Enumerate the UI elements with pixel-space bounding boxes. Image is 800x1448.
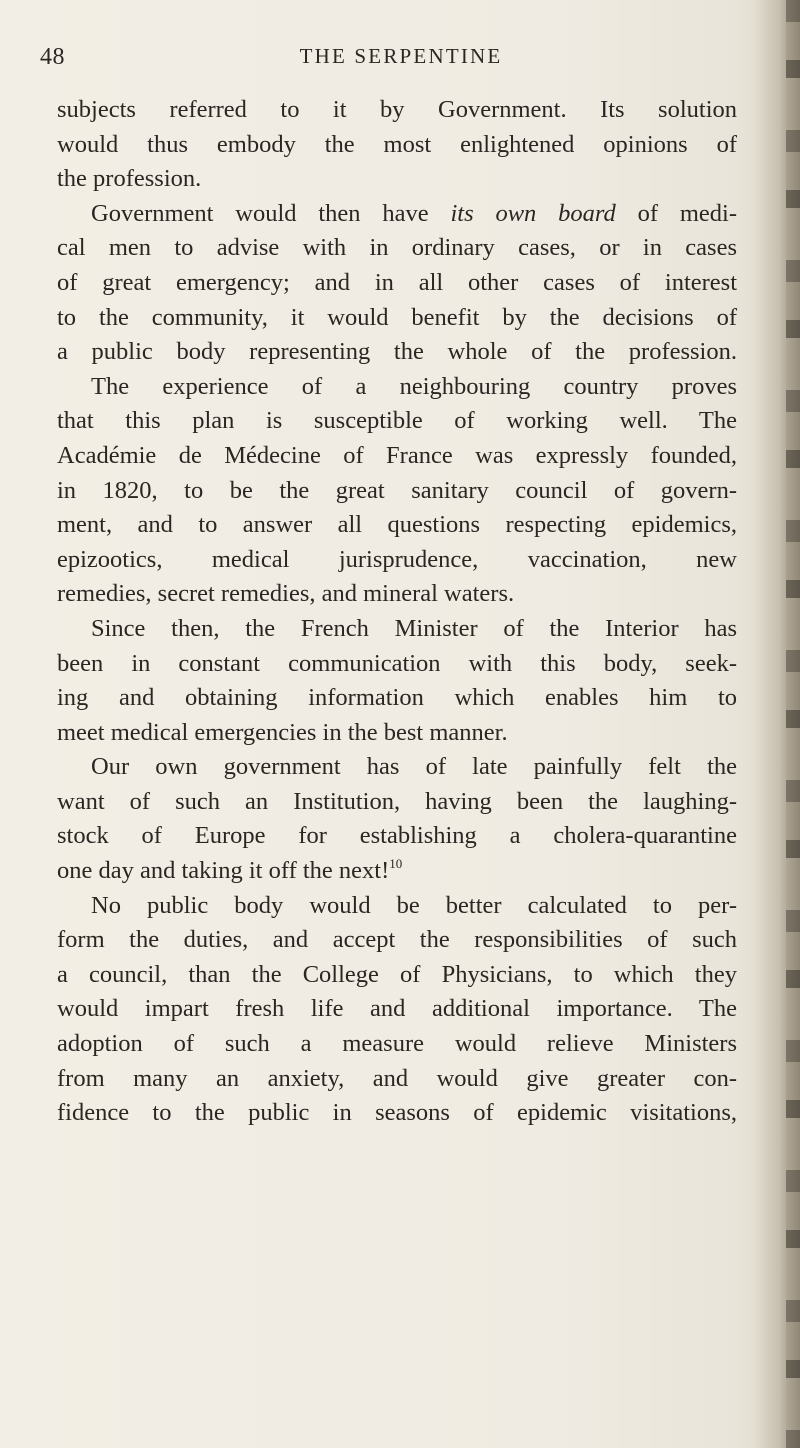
text-run: one day and taking it off the next! xyxy=(57,857,390,885)
text-line: adoption of such a measure would relieve Ministers xyxy=(57,1030,737,1058)
text-line: epizootics, medical jurisprudence, vaccination, new xyxy=(57,545,737,573)
text-line: The experience of a neighbouring country proves xyxy=(91,372,737,400)
text-line: that this plan is susceptible of working well. The xyxy=(57,407,737,435)
text-line: to the community, it would benefit by the decisions of xyxy=(57,303,737,331)
text-line: would thus embody the most enlightened opinions of xyxy=(57,130,737,158)
italic-text: its own board xyxy=(450,199,616,227)
body-text xyxy=(57,93,737,1131)
text-line: a public body representing the whole of the profession. xyxy=(57,338,737,366)
text-line: of great emergency; and in all other cases of interest xyxy=(57,268,737,296)
text-line: remedies, secret remedies, and mineral waters. xyxy=(57,580,515,608)
text-line: No public body would be better calculated to per- xyxy=(91,891,737,919)
text-line: fidence to the public in seasons of epidemic visitations, xyxy=(57,1099,737,1127)
text-line: Académie de Médecine of France was expressly founded, xyxy=(57,441,737,469)
text-line xyxy=(57,854,737,889)
text-line: the profession. xyxy=(57,165,202,193)
page-header xyxy=(0,44,800,84)
text-line: been in constant communication with this body, seek- xyxy=(57,649,737,677)
text-run: of medi- xyxy=(615,199,737,227)
text-line: a council, than the College of Physicians, to which they xyxy=(57,960,737,988)
text-line: subjects referred to it by Government. Its solution xyxy=(57,96,737,123)
text-line: want of such an Institution, having been the laughing- xyxy=(57,787,737,815)
text-line: Since then, the French Minister of the Interior has xyxy=(91,614,737,642)
text-run: Government would then have xyxy=(91,199,451,227)
text-line: would impart fresh life and additional importance. The xyxy=(57,995,737,1023)
text-line xyxy=(57,197,737,232)
text-line: in 1820, to be the great sanitary council of govern- xyxy=(57,476,737,504)
text-line: cal men to advise with in ordinary cases, or in cases xyxy=(57,234,737,262)
footnote-marker: 10 xyxy=(389,856,403,872)
page-edge-streak xyxy=(786,0,800,1448)
text-line: ing and obtaining information which enables him to xyxy=(57,684,737,712)
text-line: ment, and to answer all questions respecting epidemics, xyxy=(57,511,737,539)
text-line: Our own government has of late painfully felt the xyxy=(91,753,737,781)
text-line: meet medical emergencies in the best manner. xyxy=(57,718,508,746)
text-line: stock of Europe for establishing a cholera-quarantine xyxy=(57,822,737,850)
page-number: 48 xyxy=(40,44,65,70)
text-line: from many an anxiety, and would give greater con- xyxy=(57,1064,737,1092)
text-line: form the duties, and accept the responsibilities of such xyxy=(57,926,737,954)
running-head: THE SERPENTINE xyxy=(299,44,503,68)
